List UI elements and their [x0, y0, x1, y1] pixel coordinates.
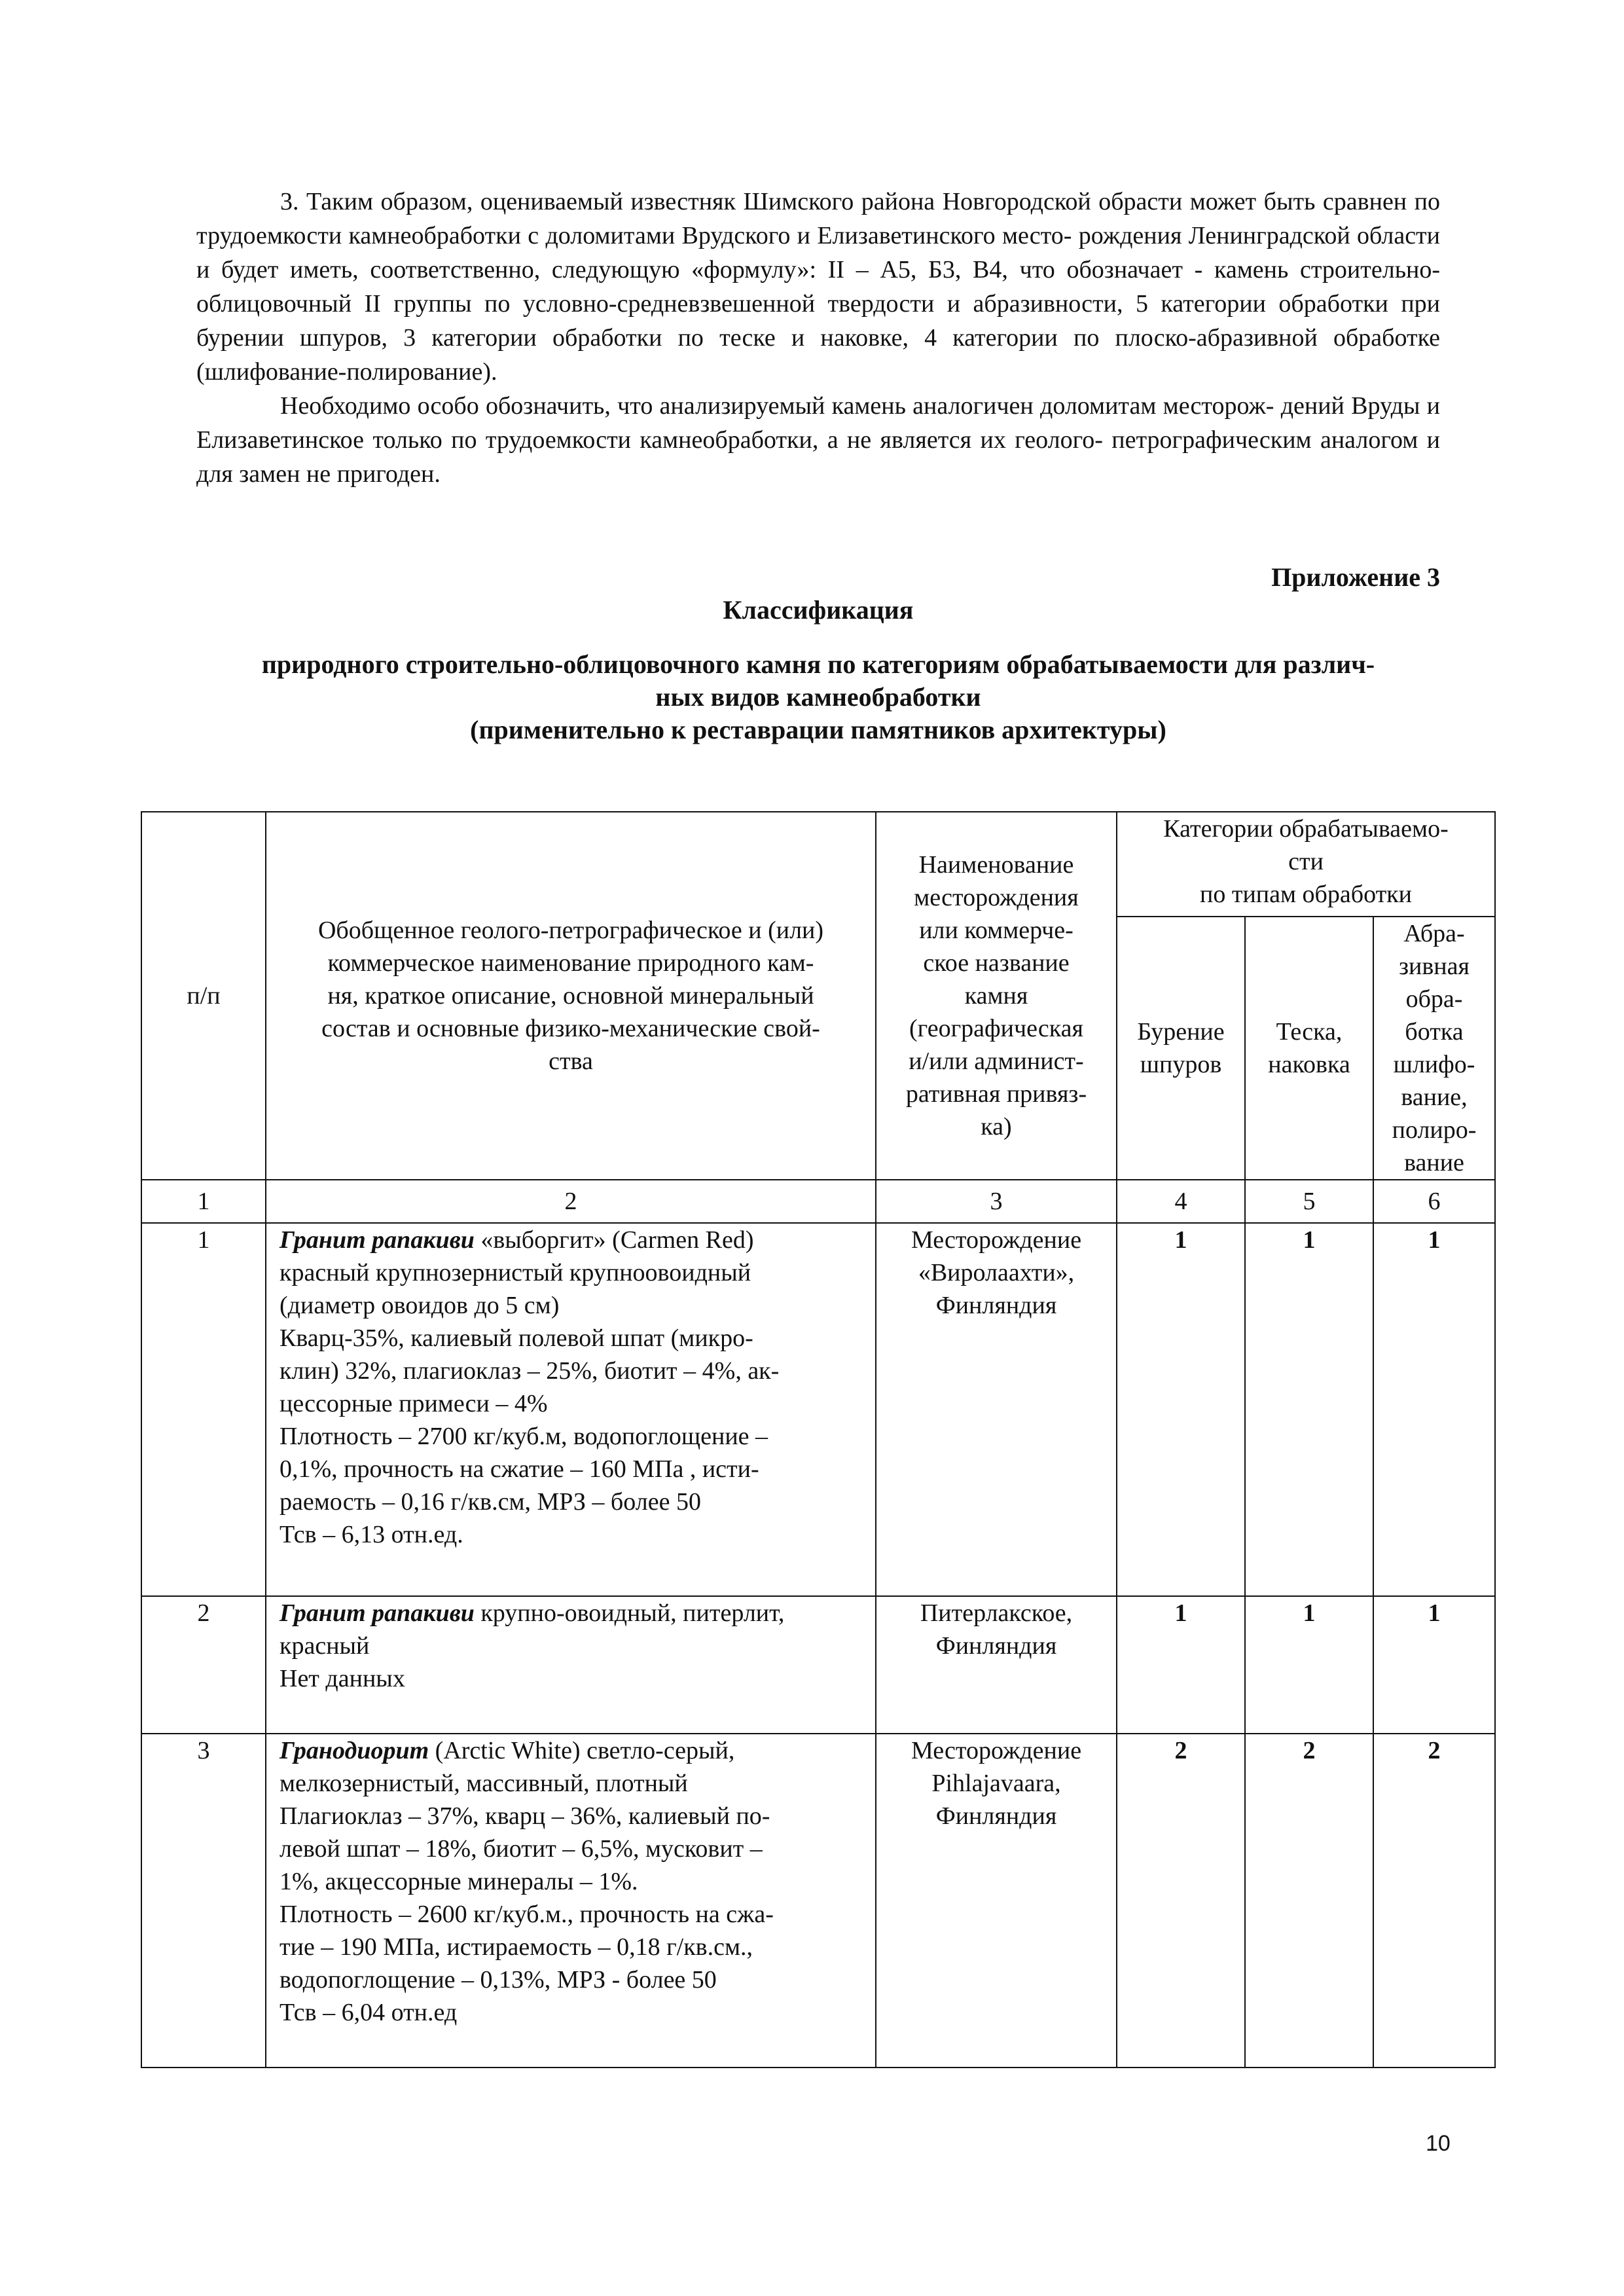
- stone-name: Гранит рапакиви: [280, 1226, 475, 1254]
- stone-name: Гранодиорит: [280, 1737, 429, 1764]
- section-subtitle: природного строительно-облицовочного камня по категориям обрабатываемости для различ- ных видов камнеобработки (применительно к реставрации памятников архитектуры): [261, 649, 1375, 744]
- row-index: 3: [141, 1734, 266, 2068]
- page-number: 10: [1426, 2131, 1451, 2156]
- table-row: [141, 1223, 1495, 1596]
- table-row: [141, 1734, 1495, 2068]
- category-dressing: 1: [1245, 1223, 1373, 1596]
- column-number: 1: [141, 1180, 266, 1223]
- table-row: [141, 1596, 1495, 1734]
- stone-name: Гранит рапакиви: [280, 1599, 475, 1627]
- paragraph-conclusion: 3. Таким образом, оцениваемый известняк Шимского района Новгородской обрасти может быть сравнен по трудоемкости камнеобработки с доломитами Врудского и Елизаветинского место- рождения Ленинградской области и будет иметь, соответственно, следующую «формулу»: II – А5, Б3, В4, что обозначает - камень строительно-облицовочный II группы по условно-средневзвешенной твердости и абразивности, 5 категории обработки при бурении шпуров, 3 категории обработки по теске и наковке, 4 категории по плоско-абразивной обработке (шлифование-полирование).: [196, 188, 1441, 386]
- category-abrasive: 2: [1373, 1734, 1495, 2068]
- header-categories-group: Категории обрабатываемо- сти по типам обработки: [1117, 812, 1495, 917]
- category-drilling: 1: [1117, 1223, 1245, 1596]
- column-number: 5: [1245, 1180, 1373, 1223]
- deposit-name: Питерлакское, Финляндия: [876, 1596, 1117, 1734]
- category-drilling: 1: [1117, 1596, 1245, 1734]
- column-number: 4: [1117, 1180, 1245, 1223]
- category-dressing: 1: [1245, 1596, 1373, 1734]
- classification-table: [141, 811, 1496, 2068]
- body-text: [196, 185, 1440, 491]
- header-index: п/п: [141, 812, 266, 1180]
- column-number-row: [141, 1180, 1495, 1223]
- stone-description: Гранит рапакиви крупно-овоидный, питерлит, красный Нет данных: [266, 1596, 876, 1734]
- header-deposit: Наименование месторождения или коммерче- ское название камня (географическая и/или админист- ративная привяз- ка): [876, 812, 1117, 1180]
- deposit-name: Месторождение «Виролаахти», Финляндия: [876, 1223, 1117, 1596]
- category-dressing: 2: [1245, 1734, 1373, 2068]
- column-number: 3: [876, 1180, 1117, 1223]
- category-drilling: 2: [1117, 1734, 1245, 2068]
- paragraph-note: Необходимо особо обозначить, что анализируемый камень аналогичен доломитам месторож- дений Вруды и Елизаветинское только по трудоемкости камнеобработки, а не является их геолого- петрографическим аналогом и для замен не пригоден.: [196, 392, 1440, 488]
- header-drilling: Бурение шпуров: [1117, 917, 1245, 1180]
- section-title: Классификация: [723, 595, 914, 625]
- column-number: 2: [266, 1180, 876, 1223]
- header-description: Обобщенное геолого-петрографическое и (или) коммерческое наименование природного кам- ня, краткое описание, основной минеральный состав и основные физико-механические свой- ства: [266, 812, 876, 1180]
- appendix-label: Приложение 3: [1271, 562, 1440, 592]
- stone-description: Гранит рапакиви «выборгит» (Carmen Red) красный крупнозернистый крупноовоидный (диаметр овоидов до 5 см) Кварц-35%, калиевый полевой шпат (микро- клин) 32%, плагиоклаз – 25%, биотит – 4%, ак- цессорные примеси – 4% Плотность – 2700 кг/куб.м, водопоглощение – 0,1%, прочность на сжатие – 160 МПа , исти- раемость – 0,16 г/кв.см, МРЗ – более 50 Тсв – 6,13 отн.ед.: [266, 1223, 876, 1596]
- category-abrasive: 1: [1373, 1223, 1495, 1596]
- row-index: 2: [141, 1596, 266, 1734]
- header-dressing: Теска, наковка: [1245, 917, 1373, 1180]
- column-number: 6: [1373, 1180, 1495, 1223]
- deposit-name: Месторождение Pihlajavaara, Финляндия: [876, 1734, 1117, 2068]
- header-abrasive: Абра- зивная обра- ботка шлифо- вание, полиро- вание: [1373, 917, 1495, 1180]
- stone-description: Гранодиорит (Arctic White) светло-серый, мелкозернистый, массивный, плотный Плагиоклаз – 37%, кварц – 36%, калиевый по- левой шпат – 18%, биотит – 6,5%, мусковит – 1%, акцессорные минералы – 1%. Плотность – 2600 кг/куб.м., прочность на сжа- тие – 190 МПа, истираемость – 0,18 г/кв.см., водопоглощение – 0,13%, МРЗ - более 50 Тсв – 6,04 отн.ед: [266, 1734, 876, 2068]
- header-row: [141, 812, 1495, 917]
- category-abrasive: 1: [1373, 1596, 1495, 1734]
- row-index: 1: [141, 1223, 266, 1596]
